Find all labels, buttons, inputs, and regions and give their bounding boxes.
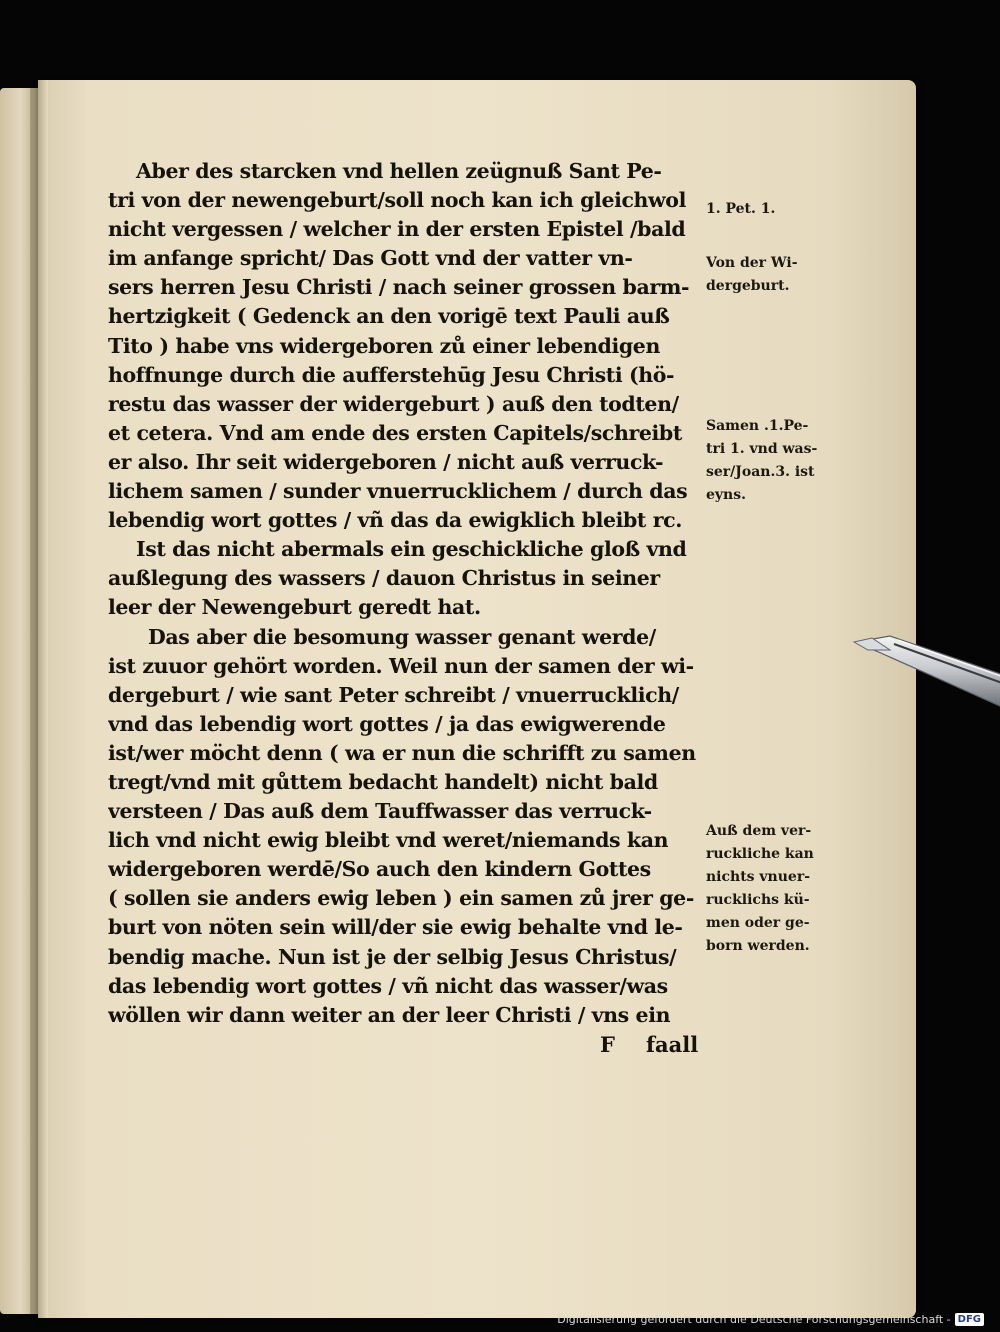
margin-note-line: eyns. xyxy=(706,487,746,503)
text-line: lichem samen / sunder vnuerrucklichem / durch das xyxy=(108,479,688,504)
text-line: tri von der newengeburt/soll noch kan ich gleichwol xyxy=(108,188,686,213)
text-line: lebendig wort gottes / vñ das da ewigklich bleibt rc. xyxy=(108,508,682,533)
text-line: dergeburt / wie sant Peter schreibt / vnuerrucklich/ xyxy=(108,682,679,707)
margin-note-line: Von der Wi- xyxy=(706,255,798,271)
signature-mark: F xyxy=(600,1032,615,1057)
text-line: im anfange spricht/ Das Gott vnd der vatter vn- xyxy=(108,246,633,271)
text-line: bendig mache. Nun ist je der selbig Jesus Christus/ xyxy=(108,944,677,969)
margin-note-line: 1. Pet. 1. xyxy=(706,201,776,217)
margin-note-line: ruckliche kan xyxy=(706,846,814,862)
text-line: leer der Newengeburt geredt hat. xyxy=(108,595,481,620)
pen-pointer-icon xyxy=(850,620,1000,710)
text-line: burt von nöten sein will/der sie ewig behalte vnd le- xyxy=(108,915,683,940)
text-line: das lebendig wort gottes / vñ nicht das wasser/was xyxy=(108,973,668,998)
text-line: Ist das nicht abermals ein geschickliche gloß vnd xyxy=(136,537,687,562)
margin-note-line: tri 1. vnd was- xyxy=(706,441,818,457)
text-line: ( sollen sie anders ewig leben ) ein samen zů jrer ge- xyxy=(108,886,694,911)
text-line: nicht vergessen / welcher in der ersten Epistel /bald xyxy=(108,217,686,242)
text-line: sers herren Jesu Christi / nach seiner grossen barm- xyxy=(108,275,690,300)
margin-note-line: Samen .1.Pe- xyxy=(706,418,809,434)
catchword: faall xyxy=(646,1032,699,1057)
text-line: wöllen wir dann weiter an der leer Christi / vns ein xyxy=(108,1002,671,1027)
footer-text: Digitalisierung gefördert durch die Deutsche Forschungsgemeinschaft - xyxy=(557,1312,951,1326)
text-line: er also. Ihr seit widergeboren / nicht auß verruck- xyxy=(108,449,664,474)
text-line: Aber des starcken vnd hellen zeügnuß Sant Pe- xyxy=(136,159,662,183)
digitization-credit xyxy=(557,1308,984,1330)
margin-note-line: nichts vnuer- xyxy=(706,869,811,885)
text-line: vnd das lebendig wort gottes / ja das ewigwerende xyxy=(108,711,666,736)
text-line: hoffnunge durch die aufferstehūg Jesu Christi (hö- xyxy=(108,362,675,387)
text-line: ist zuuor gehört worden. Weil nun der samen der wi- xyxy=(108,653,694,678)
main-text-block xyxy=(108,157,708,1030)
text-line: Tito ) habe vns widergeboren zů einer lebendigen xyxy=(108,333,660,358)
text-line: versteen / Das auß dem Tauffwasser das verruck- xyxy=(108,799,652,824)
text-line: hertzigkeit ( Gedenck an den vorigē text Pauli auß xyxy=(108,304,670,329)
facing-page-shadow xyxy=(30,88,38,1314)
page-gutter xyxy=(38,80,48,1318)
margin-note xyxy=(706,820,814,958)
text-line: widergeboren werdē/So auch den kindern Gottes xyxy=(108,857,651,882)
text-line: außlegung des wassers / dauon Christus in seiner xyxy=(108,566,660,591)
margin-note-line: rucklichs kü- xyxy=(706,892,810,908)
margin-note-line: men oder ge- xyxy=(706,915,810,931)
margin-note xyxy=(706,415,817,507)
text-line: lich vnd nicht ewig bleibt vnd weret/niemands kan xyxy=(108,828,669,853)
margin-note xyxy=(706,198,775,221)
text-line: Das aber die besomung wasser genant werde/ xyxy=(148,624,656,649)
margin-note-line: born werden. xyxy=(706,938,810,954)
text-line: restu das wasser der widergeburt ) auß den todten/ xyxy=(108,391,679,416)
dfg-logo: DFG xyxy=(955,1313,984,1326)
margin-note xyxy=(706,252,798,298)
margin-note-line: ser/Joan.3. ist xyxy=(706,464,815,480)
text-line: et cetera. Vnd am ende des ersten Capitels/schreibt xyxy=(108,420,682,445)
text-line: tregt/vnd mit gůttem bedacht handelt) nicht bald xyxy=(108,769,658,794)
margin-note-line: Auß dem ver- xyxy=(706,823,812,839)
text-line: ist/wer möcht denn ( wa er nun die schrifft zu samen xyxy=(108,740,696,765)
margin-note-line: dergeburt. xyxy=(706,278,790,294)
